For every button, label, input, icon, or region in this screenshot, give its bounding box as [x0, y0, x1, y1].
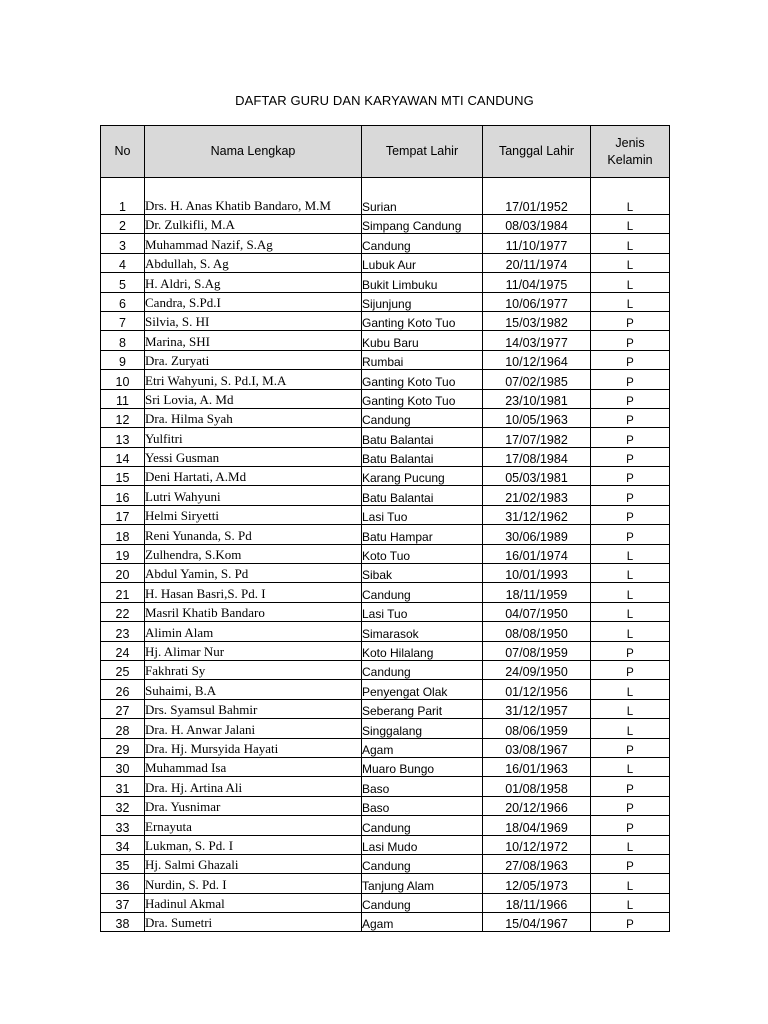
- cell-full-name: Masril Khatib Bandaro: [145, 602, 362, 621]
- table-row: [101, 757, 670, 776]
- table-row: [101, 835, 670, 854]
- cell-full-name: Hadinul Akmal: [145, 893, 362, 912]
- table-row: [101, 505, 670, 524]
- cell-gender: L: [591, 874, 670, 893]
- cell-gender: P: [591, 777, 670, 796]
- cell-birthdate: 20/12/1966: [483, 796, 591, 815]
- cell-number: 11: [101, 389, 145, 408]
- table-row: [101, 602, 670, 621]
- cell-gender: L: [591, 719, 670, 738]
- cell-gender: P: [591, 447, 670, 466]
- cell-birthdate: 08/03/1984: [483, 215, 591, 234]
- cell-number: 19: [101, 544, 145, 563]
- table-row: [101, 699, 670, 718]
- cell-number: 28: [101, 719, 145, 738]
- cell-gender: P: [591, 486, 670, 505]
- cell-birthplace: Candung: [362, 893, 483, 912]
- cell-birthdate: 27/08/1963: [483, 854, 591, 873]
- cell-number: 33: [101, 816, 145, 835]
- table-row: [101, 215, 670, 234]
- table-row: [101, 641, 670, 660]
- cell-gender: L: [591, 680, 670, 699]
- cell-birthplace: Koto Hilalang: [362, 641, 483, 660]
- cell-number: 18: [101, 525, 145, 544]
- cell-full-name: Dra. Zuryati: [145, 350, 362, 369]
- table-row: [101, 854, 670, 873]
- cell-birthdate: 31/12/1957: [483, 699, 591, 718]
- cell-number: 14: [101, 447, 145, 466]
- cell-gender: L: [591, 215, 670, 234]
- cell-number: 37: [101, 893, 145, 912]
- cell-gender: P: [591, 913, 670, 932]
- cell-birthdate: 14/03/1977: [483, 331, 591, 350]
- cell-gender: P: [591, 525, 670, 544]
- cell-number: 10: [101, 370, 145, 389]
- table-row: [101, 660, 670, 679]
- cell-full-name: Ernayuta: [145, 816, 362, 835]
- table-row: [101, 583, 670, 602]
- cell-gender: L: [591, 253, 670, 272]
- table-row: [101, 370, 670, 389]
- table-row: [101, 408, 670, 427]
- table-row: [101, 350, 670, 369]
- cell-number: 27: [101, 699, 145, 718]
- table-row: [101, 622, 670, 641]
- cell-birthdate: 17/08/1984: [483, 447, 591, 466]
- cell-number: 32: [101, 796, 145, 815]
- cell-gender: L: [591, 564, 670, 583]
- cell-birthdate: 01/08/1958: [483, 777, 591, 796]
- table-row: [101, 234, 670, 253]
- cell-gender: L: [591, 699, 670, 718]
- cell-gender: P: [591, 816, 670, 835]
- cell-full-name: Dra. Hj. Mursyida Hayati: [145, 738, 362, 757]
- cell-birthplace: Ganting Koto Tuo: [362, 389, 483, 408]
- cell-full-name: Yessi Gusman: [145, 447, 362, 466]
- cell-birthplace: Penyengat Olak: [362, 680, 483, 699]
- cell-gender: L: [591, 757, 670, 776]
- table-row: [101, 913, 670, 932]
- table-row: [101, 525, 670, 544]
- cell-number: 2: [101, 215, 145, 234]
- cell-birthdate: 12/05/1973: [483, 874, 591, 893]
- cell-full-name: Drs. Syamsul Bahmir: [145, 699, 362, 718]
- cell-number: 31: [101, 777, 145, 796]
- cell-gender: L: [591, 178, 670, 215]
- cell-number: 15: [101, 467, 145, 486]
- cell-number: 9: [101, 350, 145, 369]
- cell-birthdate: 30/06/1989: [483, 525, 591, 544]
- cell-birthdate: 17/07/1982: [483, 428, 591, 447]
- table-header-row: [101, 126, 670, 178]
- cell-birthplace: Simpang Candung: [362, 215, 483, 234]
- cell-gender: L: [591, 273, 670, 292]
- table-row: [101, 680, 670, 699]
- cell-birthdate: 15/03/1982: [483, 311, 591, 330]
- cell-full-name: Lukman, S. Pd. I: [145, 835, 362, 854]
- cell-gender: L: [591, 292, 670, 311]
- cell-birthdate: 18/11/1959: [483, 583, 591, 602]
- cell-gender: L: [591, 234, 670, 253]
- cell-birthdate: 07/02/1985: [483, 370, 591, 389]
- table-row: [101, 447, 670, 466]
- table-row: [101, 777, 670, 796]
- cell-birthplace: Koto Tuo: [362, 544, 483, 563]
- table-row: [101, 292, 670, 311]
- table-row: [101, 273, 670, 292]
- cell-birthplace: Lasi Tuo: [362, 602, 483, 621]
- cell-number: 1: [101, 178, 145, 215]
- cell-gender: L: [591, 583, 670, 602]
- cell-birthdate: 18/04/1969: [483, 816, 591, 835]
- cell-birthplace: Batu Hampar: [362, 525, 483, 544]
- cell-full-name: Hj. Salmi Ghazali: [145, 854, 362, 873]
- cell-gender: L: [591, 835, 670, 854]
- table-row: [101, 311, 670, 330]
- cell-gender: P: [591, 331, 670, 350]
- cell-birthplace: Batu Balantai: [362, 447, 483, 466]
- cell-birthplace: Sibak: [362, 564, 483, 583]
- table-row: [101, 253, 670, 272]
- cell-birthplace: Candung: [362, 660, 483, 679]
- table-row: [101, 178, 670, 215]
- cell-birthdate: 18/11/1966: [483, 893, 591, 912]
- table-row: [101, 467, 670, 486]
- cell-full-name: Hj. Alimar Nur: [145, 641, 362, 660]
- cell-birthdate: 17/01/1952: [483, 178, 591, 215]
- cell-birthdate: 31/12/1962: [483, 505, 591, 524]
- table-row: [101, 486, 670, 505]
- cell-full-name: Dra. Hj. Artina Ali: [145, 777, 362, 796]
- cell-gender: L: [591, 544, 670, 563]
- cell-full-name: Silvia, S. HI: [145, 311, 362, 330]
- cell-birthplace: Ganting Koto Tuo: [362, 311, 483, 330]
- cell-birthdate: 01/12/1956: [483, 680, 591, 699]
- cell-birthplace: Candung: [362, 854, 483, 873]
- cell-birthplace: Bukit Limbuku: [362, 273, 483, 292]
- cell-number: 20: [101, 564, 145, 583]
- cell-number: 23: [101, 622, 145, 641]
- cell-birthdate: 08/08/1950: [483, 622, 591, 641]
- cell-full-name: Nurdin, S. Pd. I: [145, 874, 362, 893]
- cell-birthplace: Candung: [362, 816, 483, 835]
- cell-birthplace: Ganting Koto Tuo: [362, 370, 483, 389]
- cell-full-name: Marina, SHI: [145, 331, 362, 350]
- cell-birthplace: Seberang Parit: [362, 699, 483, 718]
- cell-birthplace: Muaro Bungo: [362, 757, 483, 776]
- cell-birthplace: Candung: [362, 408, 483, 427]
- table-row: [101, 738, 670, 757]
- cell-full-name: Dra. Hilma Syah: [145, 408, 362, 427]
- cell-number: 22: [101, 602, 145, 621]
- cell-birthdate: 11/04/1975: [483, 273, 591, 292]
- cell-full-name: Deni Hartati, A.Md: [145, 467, 362, 486]
- cell-full-name: Lutri Wahyuni: [145, 486, 362, 505]
- cell-full-name: Zulhendra, S.Kom: [145, 544, 362, 563]
- cell-gender: P: [591, 370, 670, 389]
- cell-full-name: Muhammad Isa: [145, 757, 362, 776]
- cell-number: 25: [101, 660, 145, 679]
- cell-number: 13: [101, 428, 145, 447]
- cell-birthdate: 07/08/1959: [483, 641, 591, 660]
- cell-full-name: Suhaimi, B.A: [145, 680, 362, 699]
- cell-full-name: Fakhrati Sy: [145, 660, 362, 679]
- staff-table: [100, 125, 670, 932]
- cell-full-name: Muhammad Nazif, S.Ag: [145, 234, 362, 253]
- cell-birthdate: 10/12/1972: [483, 835, 591, 854]
- cell-birthplace: Surian: [362, 178, 483, 215]
- table-row: [101, 816, 670, 835]
- cell-birthdate: 16/01/1974: [483, 544, 591, 563]
- cell-birthdate: 10/12/1964: [483, 350, 591, 369]
- cell-full-name: Reni Yunanda, S. Pd: [145, 525, 362, 544]
- table-row: [101, 428, 670, 447]
- cell-birthplace: Kubu Baru: [362, 331, 483, 350]
- cell-birthplace: Singgalang: [362, 719, 483, 738]
- cell-birthdate: 24/09/1950: [483, 660, 591, 679]
- table-row: [101, 544, 670, 563]
- cell-gender: L: [591, 622, 670, 641]
- cell-number: 8: [101, 331, 145, 350]
- cell-birthplace: Sijunjung: [362, 292, 483, 311]
- table-body: [101, 178, 670, 932]
- cell-birthplace: Tanjung Alam: [362, 874, 483, 893]
- column-header-no: No: [101, 126, 145, 178]
- cell-birthplace: Batu Balantai: [362, 428, 483, 447]
- cell-gender: P: [591, 738, 670, 757]
- column-header-birthdate: Tanggal Lahir: [483, 126, 591, 178]
- cell-birthplace: Agam: [362, 913, 483, 932]
- cell-number: 36: [101, 874, 145, 893]
- cell-gender: P: [591, 428, 670, 447]
- cell-number: 17: [101, 505, 145, 524]
- cell-gender: P: [591, 854, 670, 873]
- cell-birthdate: 23/10/1981: [483, 389, 591, 408]
- column-header-birthplace: Tempat Lahir: [362, 126, 483, 178]
- cell-gender: L: [591, 602, 670, 621]
- cell-number: 26: [101, 680, 145, 699]
- cell-birthdate: 05/03/1981: [483, 467, 591, 486]
- cell-full-name: Dra. Sumetri: [145, 913, 362, 932]
- cell-number: 35: [101, 854, 145, 873]
- cell-birthplace: Baso: [362, 796, 483, 815]
- cell-full-name: Abdullah, S. Ag: [145, 253, 362, 272]
- cell-birthplace: Lasi Mudo: [362, 835, 483, 854]
- cell-number: 6: [101, 292, 145, 311]
- cell-full-name: Alimin Alam: [145, 622, 362, 641]
- cell-birthdate: 11/10/1977: [483, 234, 591, 253]
- cell-gender: P: [591, 350, 670, 369]
- column-header-name: Nama Lengkap: [145, 126, 362, 178]
- cell-number: 34: [101, 835, 145, 854]
- cell-full-name: Dra. Yusnimar: [145, 796, 362, 815]
- cell-birthplace: Simarasok: [362, 622, 483, 641]
- table-row: [101, 796, 670, 815]
- cell-number: 5: [101, 273, 145, 292]
- cell-number: 12: [101, 408, 145, 427]
- cell-number: 4: [101, 253, 145, 272]
- cell-gender: P: [591, 505, 670, 524]
- cell-gender: L: [591, 893, 670, 912]
- cell-full-name: Dr. Zulkifli, M.A: [145, 215, 362, 234]
- cell-full-name: Abdul Yamin, S. Pd: [145, 564, 362, 583]
- cell-full-name: Dra. H. Anwar Jalani: [145, 719, 362, 738]
- cell-birthdate: 15/04/1967: [483, 913, 591, 932]
- cell-gender: P: [591, 311, 670, 330]
- cell-number: 24: [101, 641, 145, 660]
- cell-full-name: Drs. H. Anas Khatib Bandaro, M.M: [145, 178, 362, 215]
- table-row: [101, 564, 670, 583]
- cell-birthdate: 10/01/1993: [483, 564, 591, 583]
- cell-gender: P: [591, 660, 670, 679]
- cell-gender: P: [591, 796, 670, 815]
- cell-number: 3: [101, 234, 145, 253]
- cell-birthdate: 21/02/1983: [483, 486, 591, 505]
- cell-gender: P: [591, 467, 670, 486]
- cell-birthdate: 08/06/1959: [483, 719, 591, 738]
- cell-full-name: H. Aldri, S.Ag: [145, 273, 362, 292]
- table-row: [101, 331, 670, 350]
- cell-birthplace: Baso: [362, 777, 483, 796]
- cell-full-name: Sri Lovia, A. Md: [145, 389, 362, 408]
- cell-full-name: Candra, S.Pd.I: [145, 292, 362, 311]
- cell-number: 7: [101, 311, 145, 330]
- cell-number: 30: [101, 757, 145, 776]
- cell-birthplace: Candung: [362, 234, 483, 253]
- cell-birthdate: 04/07/1950: [483, 602, 591, 621]
- cell-birthdate: 10/05/1963: [483, 408, 591, 427]
- cell-birthplace: Karang Pucung: [362, 467, 483, 486]
- cell-full-name: Etri Wahyuni, S. Pd.I, M.A: [145, 370, 362, 389]
- cell-birthdate: 20/11/1974: [483, 253, 591, 272]
- cell-number: 21: [101, 583, 145, 602]
- table-row: [101, 719, 670, 738]
- cell-birthplace: Batu Balantai: [362, 486, 483, 505]
- cell-birthplace: Candung: [362, 583, 483, 602]
- cell-full-name: H. Hasan Basri,S. Pd. I: [145, 583, 362, 602]
- table-row: [101, 389, 670, 408]
- cell-birthdate: 10/06/1977: [483, 292, 591, 311]
- cell-birthplace: Lubuk Aur: [362, 253, 483, 272]
- cell-gender: P: [591, 389, 670, 408]
- cell-full-name: Yulfitri: [145, 428, 362, 447]
- cell-birthplace: Agam: [362, 738, 483, 757]
- cell-number: 29: [101, 738, 145, 757]
- cell-gender: P: [591, 408, 670, 427]
- document-title: DAFTAR GURU DAN KARYAWAN MTI CANDUNG: [235, 93, 534, 108]
- cell-gender: P: [591, 641, 670, 660]
- cell-number: 38: [101, 913, 145, 932]
- table-row: [101, 874, 670, 893]
- table-row: [101, 893, 670, 912]
- cell-birthplace: Rumbai: [362, 350, 483, 369]
- cell-number: 16: [101, 486, 145, 505]
- cell-full-name: Helmi Siryetti: [145, 505, 362, 524]
- column-header-gender: Jenis Kelamin: [591, 126, 670, 178]
- cell-birthdate: 16/01/1963: [483, 757, 591, 776]
- cell-birthdate: 03/08/1967: [483, 738, 591, 757]
- cell-birthplace: Lasi Tuo: [362, 505, 483, 524]
